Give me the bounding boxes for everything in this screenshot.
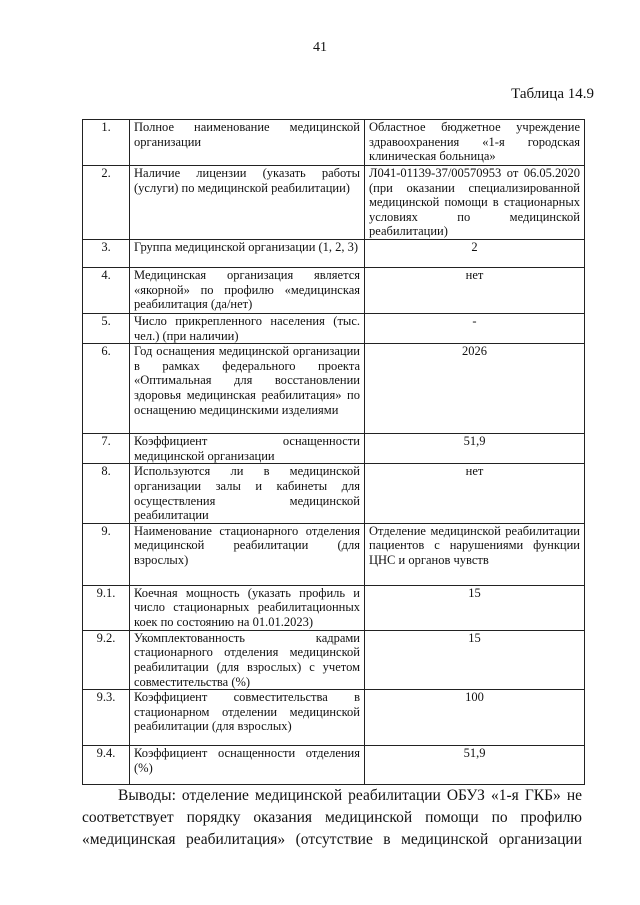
row-number: 9.3. (83, 690, 130, 746)
row-description: Медицинская организация является «якорной» по профилю «медицинская реабилитация (да/нет) (130, 268, 365, 314)
row-number: 9.2. (83, 630, 130, 689)
table-row (83, 630, 585, 689)
row-value: нет (365, 464, 585, 523)
table-row (83, 314, 585, 344)
row-value: 15 (365, 585, 585, 630)
row-value: Областное бюджетное учреждение здравоохранения «1-я городская клиническая больница» (365, 120, 585, 166)
row-description: Число прикрепленного населения (тыс. чел.) (при наличии) (130, 314, 365, 344)
row-number: 2. (83, 166, 130, 240)
row-value: нет (365, 268, 585, 314)
table-row (83, 166, 585, 240)
row-value: 100 (365, 690, 585, 746)
table-row (83, 120, 585, 166)
table-row (83, 464, 585, 523)
row-number: 6. (83, 344, 130, 434)
row-number: 3. (83, 240, 130, 268)
row-number: 4. (83, 268, 130, 314)
row-description: Коэффициент оснащенности отделения (%) (130, 746, 365, 785)
row-description: Наименование стационарного отделения медицинской реабилитации (для взрослых) (130, 523, 365, 585)
info-table (82, 119, 585, 785)
row-value: 51,9 (365, 434, 585, 464)
row-value: Отделение медицинской реабилитации пациентов с нарушениями функции ЦНС и органов чувств (365, 523, 585, 585)
row-description: Коэффициент совместительства в стационарном отделении медицинской реабилитации (для взрослых) (130, 690, 365, 746)
row-number: 5. (83, 314, 130, 344)
conclusion-paragraph: Выводы: отделение медицинской реабилитации ОБУЗ «1-я ГКБ» не соответствует порядку оказания медицинской помощи по профилю «медицинская реабилитация» (отсутствие в медицинской организации (82, 787, 582, 848)
table-row (83, 585, 585, 630)
table-row (83, 268, 585, 314)
row-number: 9.4. (83, 746, 130, 785)
row-description: Группа медицинской организации (1, 2, 3) (130, 240, 365, 268)
table-row (83, 523, 585, 585)
row-number: 9. (83, 523, 130, 585)
row-number: 1. (83, 120, 130, 166)
table-row (83, 240, 585, 268)
table-row (83, 434, 585, 464)
row-value: 51,9 (365, 746, 585, 785)
row-value: - (365, 314, 585, 344)
row-number: 9.1. (83, 585, 130, 630)
row-value: 2 (365, 240, 585, 268)
table-row (83, 746, 585, 785)
row-description: Год оснащения медицинской организации в рамках федерального проекта «Оптимальная для восстановлении здоровья медицинская реабилитация» по оснащению медицинскими изделиями (130, 344, 365, 434)
row-number: 8. (83, 464, 130, 523)
row-value: Л041-01139-37/00570953 от 06.05.2020 (при оказании специализированной медицинской помощи в стационарных условиях по медицинской реабилитации) (365, 166, 585, 240)
row-description: Укомплектованность кадрами стационарного отделения медицинской реабилитации (для взрослых) с учетом совместительства (%) (130, 630, 365, 689)
row-description: Наличие лицензии (указать работы (услуги) по медицинской реабилитации) (130, 166, 365, 240)
row-description: Полное наименование медицинской организации (130, 120, 365, 166)
table-row (83, 344, 585, 434)
row-value: 2026 (365, 344, 585, 434)
row-description: Коэффициент оснащенности медицинской организации (130, 434, 365, 464)
page-number: 41 (313, 40, 327, 55)
table-label: Таблица 14.9 (511, 86, 594, 102)
row-description: Используются ли в медицинской организации залы и кабинеты для осуществления медицинской реабилитации (130, 464, 365, 523)
row-value: 15 (365, 630, 585, 689)
table-row (83, 690, 585, 746)
row-number: 7. (83, 434, 130, 464)
row-description: Коечная мощность (указать профиль и число стационарных реабилитационных коек по состоянию на 01.01.2023) (130, 585, 365, 630)
